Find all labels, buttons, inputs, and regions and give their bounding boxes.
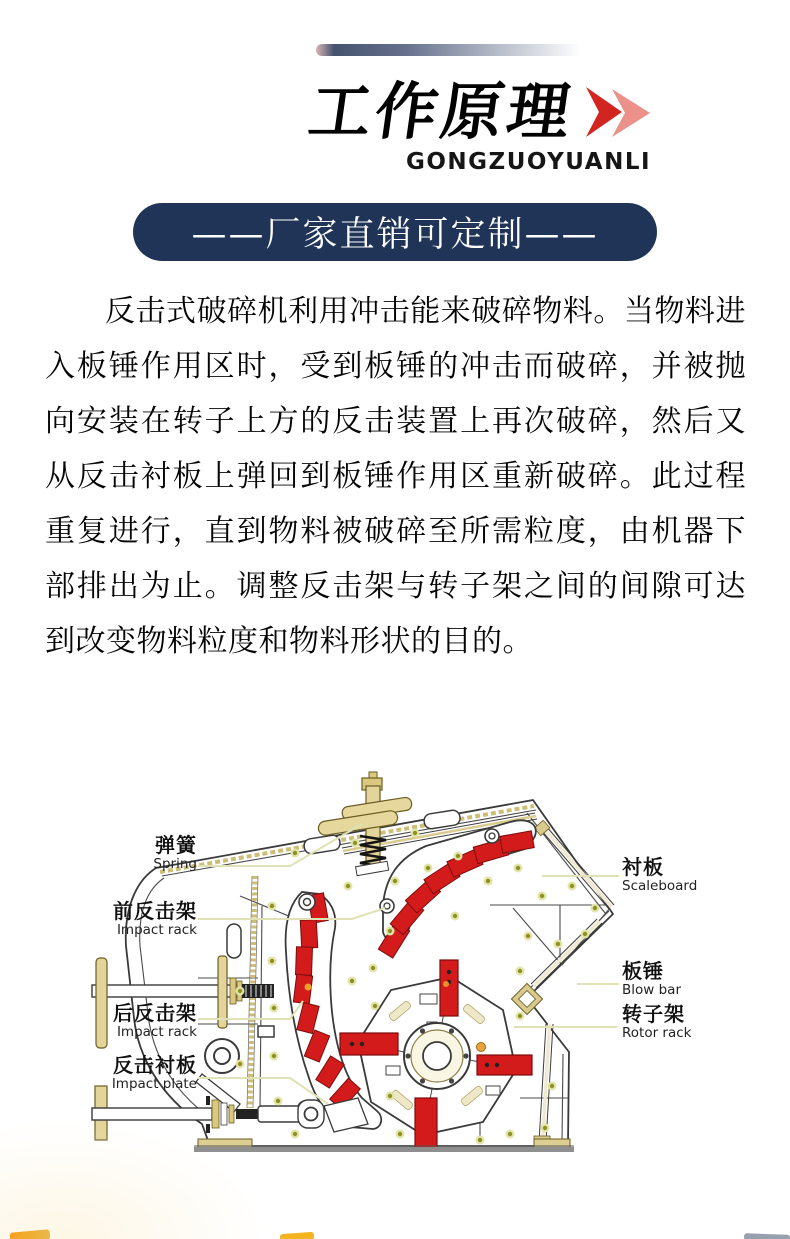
factory-direct-banner bbox=[133, 203, 657, 261]
decorative-gradient-bar bbox=[316, 44, 608, 56]
label-rotor-rack-en: Rotor rack bbox=[622, 1025, 692, 1041]
next-section-sliver-mid bbox=[280, 1232, 314, 1239]
label-blow-bar-en: Blow bar bbox=[622, 982, 681, 998]
label-front-impact-rack-zh: 前反击架 bbox=[113, 899, 197, 923]
label-blow-bar bbox=[622, 960, 681, 998]
label-rear-impact-rack bbox=[113, 1002, 197, 1040]
double-chevron-icon bbox=[586, 84, 664, 142]
label-scaleboard-en: Scaleboard bbox=[622, 878, 698, 894]
label-impact-plate-en: Impact plate bbox=[111, 1076, 197, 1092]
label-spring-en: Spring bbox=[153, 856, 197, 872]
label-rotor-rack bbox=[622, 1003, 692, 1041]
page-title: 工作原理 bbox=[304, 75, 579, 148]
label-rear-impact-rack-en: Impact rack bbox=[116, 1024, 197, 1040]
page-subtitle: GONGZUOYUANLI bbox=[406, 149, 652, 175]
label-impact-plate-zh: 反击衬板 bbox=[113, 1053, 197, 1077]
bottom-glow-decor bbox=[0, 1120, 270, 1239]
label-rear-impact-rack-zh: 后反击架 bbox=[113, 1001, 197, 1025]
label-blow-bar-zh: 板锤 bbox=[622, 959, 664, 983]
label-scaleboard bbox=[622, 856, 697, 894]
label-scaleboard-zh: 衬板 bbox=[622, 855, 664, 879]
description-paragraph: 反击式破碎机利用冲击能来破碎物料。当物料进入板锤作用区时，受到板锤的冲击而破碎，并被抛向安装在转子上方的反击装置上再次破碎，然后又从反击衬板上弹回到板锤作用区重新破碎。此过程重复进行，直到物料被破碎至所需粒度，由机器下部排出为止。调整反击架与转子架之间的间隙可达到改变物料粒度和物料形状的目的。 bbox=[45, 294, 746, 659]
label-spring bbox=[153, 834, 197, 872]
label-rotor-rack-zh: 转子架 bbox=[622, 1002, 685, 1026]
next-section-sliver-right bbox=[744, 1233, 790, 1239]
banner-text: ——厂家直销可定制—— bbox=[191, 215, 599, 255]
label-impact-plate bbox=[112, 1054, 197, 1092]
label-front-impact-rack-en: Impact rack bbox=[116, 922, 197, 938]
label-spring-zh: 弹簧 bbox=[155, 833, 197, 857]
label-front-impact-rack bbox=[113, 900, 197, 938]
